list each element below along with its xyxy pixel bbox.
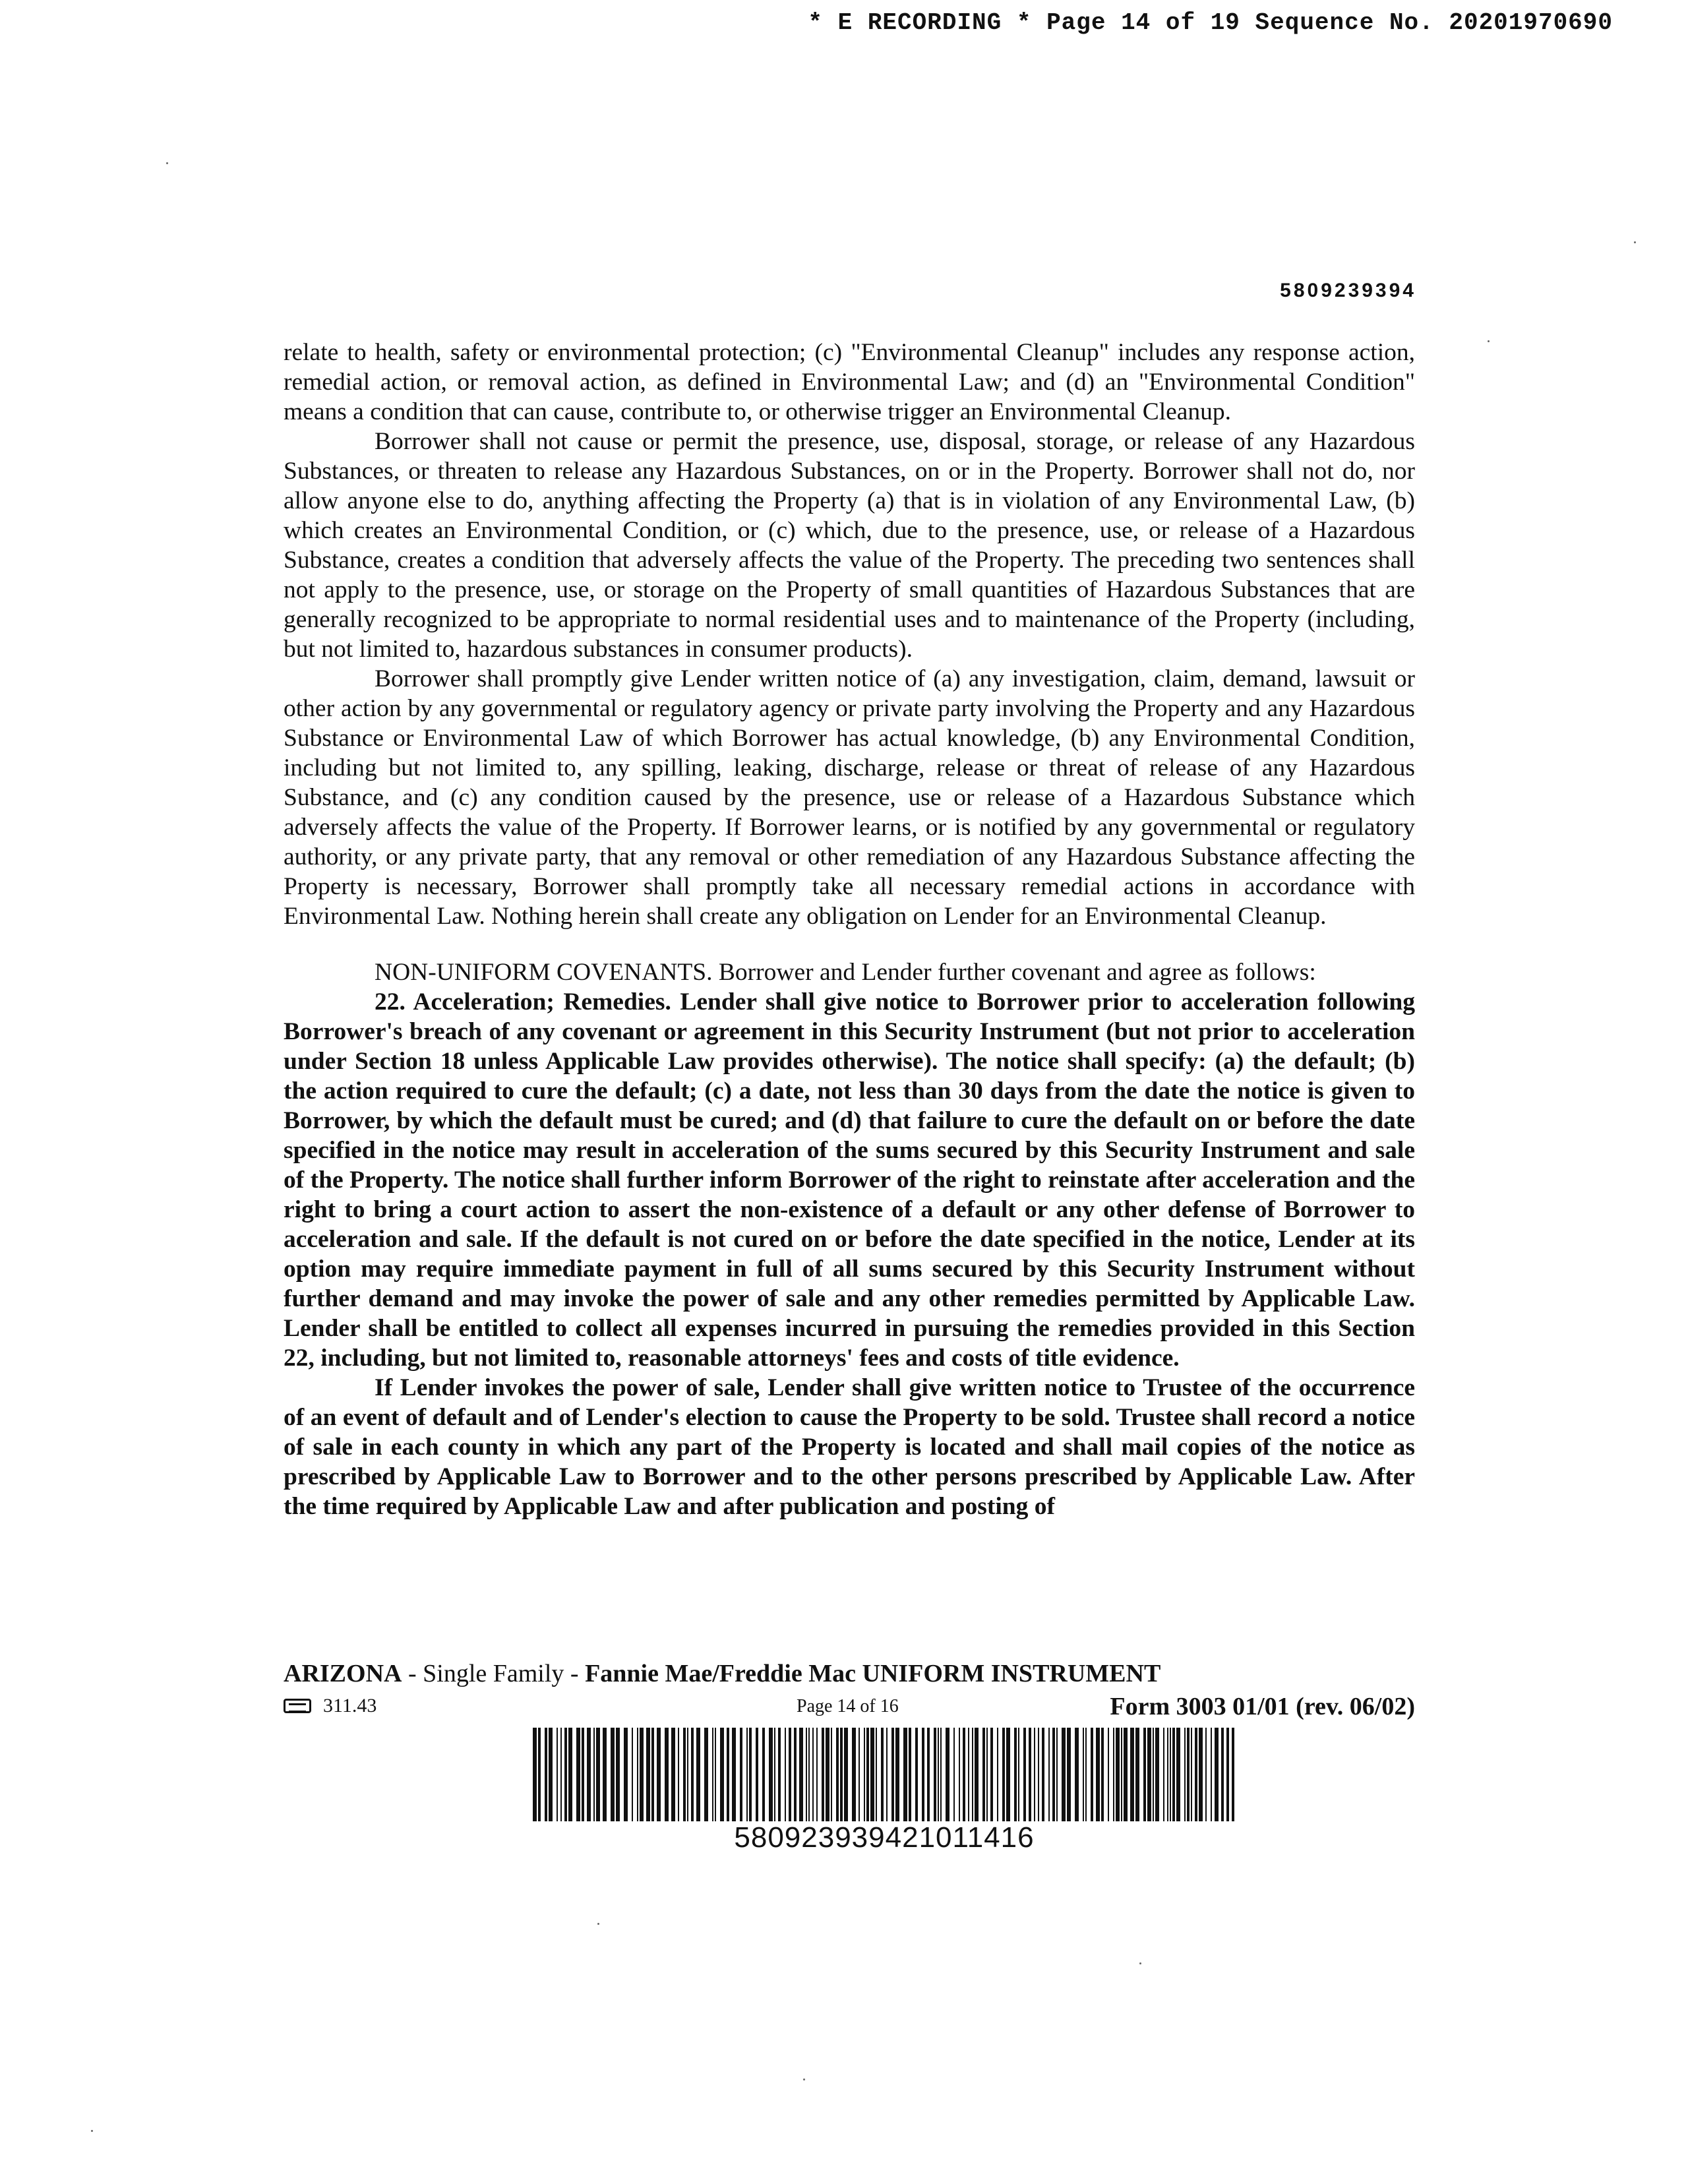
barcode-bar [1187, 1728, 1190, 1821]
barcode-bar [959, 1728, 960, 1821]
barcode-bar [632, 1728, 633, 1821]
barcode-bar [557, 1728, 558, 1821]
barcode-bar [1116, 1728, 1120, 1821]
barcode-bar [1195, 1728, 1197, 1821]
barcode-bar [968, 1728, 969, 1821]
barcode-bar [946, 1728, 950, 1821]
scan-speck [1488, 340, 1490, 342]
barcode-bar [683, 1728, 686, 1821]
barcode-bar [808, 1728, 810, 1821]
barcode-bar [975, 1728, 979, 1821]
barcode-bar [1113, 1728, 1114, 1821]
barcode-bar [545, 1728, 547, 1821]
barcode-bar [596, 1728, 600, 1821]
barcode-bar [864, 1728, 865, 1821]
barcode-bar [691, 1728, 694, 1821]
barcode-bar [762, 1728, 765, 1821]
barcode-bar [560, 1728, 562, 1821]
barcode-bar [986, 1728, 988, 1821]
barcode-bar [1191, 1728, 1192, 1821]
barcode-bar [997, 1728, 998, 1821]
barcode-bar [1170, 1728, 1171, 1821]
scan-speck [166, 162, 168, 164]
paragraph-environmental-definitions: relate to health, safety or environmental protection; (c) "Environmental Cleanup" includes any response action, remedial action, or removal action, as defined in Environmental Law; and (d) an "Environmental Condition" means a condition that can cause, contribute to, or otherwise trigger an Environmental Cleanup. [284, 339, 1415, 425]
barcode-bar [909, 1728, 911, 1821]
barcode-bar [568, 1728, 572, 1821]
barcode-bar [593, 1728, 595, 1821]
barcode-bar [934, 1728, 936, 1821]
barcode-bar [1232, 1728, 1234, 1821]
footer-separator: - Single Family - [402, 1660, 586, 1687]
barcode-bar [794, 1728, 797, 1821]
barcode-bar [1085, 1728, 1087, 1821]
barcode-bar [549, 1728, 553, 1821]
barcode-bar [826, 1728, 829, 1821]
barcode-bar [687, 1728, 688, 1821]
barcode-bar [603, 1728, 607, 1821]
barcode-bar [624, 1728, 628, 1821]
barcode-bar [640, 1728, 644, 1821]
barcode-bar [712, 1728, 713, 1821]
ex-logo-icon [284, 1699, 311, 1713]
footer-state: ARIZONA [284, 1660, 402, 1687]
barcode-bar [678, 1728, 679, 1821]
barcode-bar [1091, 1728, 1093, 1821]
barcode-bar [611, 1728, 615, 1821]
barcode-bar [1121, 1728, 1122, 1821]
barcode-bar [769, 1728, 773, 1821]
barcode-bar [1062, 1728, 1066, 1821]
barcode-bar [1108, 1728, 1109, 1821]
barcode-bar [831, 1728, 832, 1821]
barcode-bar [1038, 1728, 1039, 1821]
barcode-bar [756, 1728, 758, 1821]
document-body [284, 338, 1415, 1521]
barcode-bar [533, 1728, 537, 1821]
barcode-bar [657, 1728, 661, 1821]
barcode-number: 580923939421011416 [734, 1821, 1035, 1854]
barcode-bar [1205, 1728, 1207, 1821]
barcode-bar [616, 1728, 620, 1821]
barcode-bar [876, 1728, 877, 1821]
paragraph-acceleration-remedies: 22. Acceleration; Remedies. Lender shall give notice to Borrower prior to acceleration following Borrower's breach of any covenant or agreement in this Security Instrument (but not prior to acceleration under Section 18 unless Applicable Law provides otherwise). The notice shall specify: (a) the default; (b) the action required to cure the default; (c) a date, not less than 30 days from the date the notice is given to Borrower, by which the default must be cured; and (d) that failure to cure the default on or before the date specified in the notice may result in acceleration of the sums secured by this Security Instrument and sale of the Property. The notice shall further inform Borrower of the right to reinstate after acceleration and the right to bring a court action to assert the non-existence of a default or any other defense of Borrower to acceleration and sale. If the default is not cured on or before the date specified in the notice, Lender at its option may require immediate payment in full of all sums secured by this Security Instrument without further demand and may invoke the power of sale and any other remedies permitted by Applicable Law. Lender shall be entitled to collect all expenses incurred in pursuing the remedies provided in this Section 22, including, but not limited to, reasonable attorneys' fees and costs of title evidence. [284, 988, 1415, 1372]
barcode-bar [1023, 1728, 1026, 1821]
barcode-bar [1155, 1728, 1159, 1821]
barcode-bar [1172, 1728, 1175, 1821]
barcode-bar [646, 1728, 650, 1821]
barcode-bar [749, 1728, 752, 1821]
barcode-bar [812, 1728, 814, 1821]
barcode-bar [922, 1728, 924, 1821]
barcode-bar [816, 1728, 818, 1821]
footer-row [284, 1692, 1415, 1721]
paragraph-hazardous-substances: Borrower shall not cause or permit the presence, use, disposal, storage, or release of any Hazardous Substances, or threaten to release any Hazardous Substances, on or in the Property. Borrower shall not do, nor allow anyone else to do, anything affecting the Property (a) that is in violation of any Environmental Law, (b) which creates an Environmental Condition, or (c) which, due to the presence, use, or release of a Hazardous Substance, creates a condition that adversely affects the value of the Property. The preceding two sentences shall not apply to the presence, use, or storage on the Property of small quantities of Hazardous Substances that are generally recognized to be appropriate to normal residential uses and to maintenance of the Property (including, but not limited to, hazardous substances in consumer products). [284, 428, 1415, 663]
barcode-bar [1163, 1728, 1164, 1821]
barcode-bar [859, 1728, 860, 1821]
barcode-bar [1211, 1728, 1212, 1821]
barcode-bar [1075, 1728, 1079, 1821]
barcode-bar [1226, 1728, 1229, 1821]
barcode-bar [927, 1728, 930, 1821]
barcode-bar [836, 1728, 839, 1821]
barcode-bar [732, 1728, 736, 1821]
barcode-bar [972, 1728, 973, 1821]
scan-speck [91, 2130, 93, 2132]
barcode-bar [637, 1728, 638, 1821]
barcode-bar [799, 1728, 803, 1821]
barcode-bar [840, 1728, 843, 1821]
barcode-bar [564, 1728, 567, 1821]
barcode-bar [990, 1728, 993, 1821]
barcode-bar [963, 1728, 965, 1821]
barcode-bar [1143, 1728, 1146, 1821]
barcode-bar [844, 1728, 848, 1821]
barcode-bar [1199, 1728, 1203, 1821]
barcode-bar [651, 1728, 654, 1821]
barcode-bar [665, 1728, 669, 1821]
barcode-bar [1042, 1728, 1044, 1821]
barcode-bar [1184, 1728, 1186, 1821]
barcode-bar [852, 1728, 856, 1821]
barcode-bar [778, 1728, 781, 1821]
barcode-bar [881, 1728, 884, 1821]
barcode-bar [696, 1728, 700, 1821]
footer-form-number: Form 3003 01/01 (rev. 06/02) [1110, 1693, 1415, 1720]
barcode-bar [785, 1728, 786, 1821]
barcode-bar [1176, 1728, 1180, 1821]
barcode-bar [1135, 1728, 1139, 1821]
barcode-bar [895, 1728, 899, 1821]
barcode-bar [1130, 1728, 1134, 1821]
barcode-bar [576, 1728, 580, 1821]
barcode-bar [891, 1728, 894, 1821]
barcode-bar [1067, 1728, 1071, 1821]
barcode-bar [822, 1728, 824, 1821]
barcode-bar [746, 1728, 748, 1821]
barcode-bar [915, 1728, 918, 1821]
barcode-bar [940, 1728, 942, 1821]
barcode-bar [727, 1728, 729, 1821]
paragraph-power-of-sale: If Lender invokes the power of sale, Lender shall give written notice to Trustee of the occurrence of an event of default and of Lender's election to cause the Property to be sold. Trustee shall record a notice of sale in each county in which any part of the Property is located and shall mail copies of the notice as prescribed by Applicable Law to Borrower and to the other persons prescribed by Applicable Law. After the time required by Applicable Law and after publication and posting of [284, 1374, 1415, 1520]
barcode-bar [1014, 1728, 1017, 1821]
scan-speck [597, 1923, 599, 1925]
barcode-bar [1029, 1728, 1031, 1821]
barcode-bar [1034, 1728, 1035, 1821]
footer-instrument: Fannie Mae/Freddie Mac UNIFORM INSTRUMENT [585, 1660, 1161, 1687]
barcode-bar [789, 1728, 791, 1821]
barcode-bar [1215, 1728, 1219, 1821]
barcode-bar [740, 1728, 742, 1821]
barcode-bar [866, 1728, 869, 1821]
barcode-bar [953, 1728, 955, 1821]
paragraph-notice-obligations: Borrower shall promptly give Lender written notice of (a) any investigation, claim, demand, lawsuit or other action by any governmental or regulatory agency or private party involving the Property and any Hazardous Substance or Environmental Law of which Borrower has actual knowledge, (b) any Environmental Condition, including but not limited to, any spilling, leaking, discharge, release or threat of release of any Hazardous Substance, and (c) any condition caused by the presence, use or release of a Hazardous Substance which adversely affects the value of the Property. If Borrower learns, or is notified by any governmental or regulatory authority, or any private party, that any removal or other remediation of any Hazardous Substance affecting the Property is necessary, Borrower shall promptly take all necessary remedial actions in accordance with Environmental Law. Nothing herein shall create any obligation on Lender for an Environmental Cleanup. [284, 665, 1415, 930]
barcode-bar [1124, 1728, 1128, 1821]
scan-speck [1634, 241, 1636, 243]
barcode-bar [671, 1728, 675, 1821]
scan-speck [803, 2078, 805, 2080]
barcode-bar [1096, 1728, 1100, 1821]
barcode-bar [1006, 1728, 1010, 1821]
barcode-bar [870, 1728, 874, 1821]
barcode-bar [1083, 1728, 1084, 1821]
barcode-bar [1101, 1728, 1104, 1821]
barcode-bar [1153, 1728, 1154, 1821]
scan-speck [1139, 1962, 1141, 1964]
barcode-bar [720, 1728, 724, 1821]
barcode-bar [704, 1728, 708, 1821]
recording-header: * E RECORDING * Page 14 of 19 Sequence No. 20201970690 [808, 9, 1613, 36]
barcode-bar [982, 1728, 985, 1821]
footer-instrument-title [284, 1659, 1160, 1688]
barcode-bar [938, 1728, 939, 1821]
barcode-bar [538, 1728, 541, 1821]
barcode-bar [1147, 1728, 1151, 1821]
barcode-bar [806, 1728, 807, 1821]
barcode-bar [886, 1728, 888, 1821]
barcode-bar [903, 1728, 907, 1821]
barcode-bar [1002, 1728, 1005, 1821]
barcode-bar [1052, 1728, 1055, 1821]
barcode-bar [1167, 1728, 1168, 1821]
barcode-bar [1048, 1728, 1050, 1821]
loan-number: 5809239394 [1280, 280, 1416, 301]
footer-form-code: 311.43 [323, 1695, 377, 1716]
barcode-bar [1056, 1728, 1058, 1821]
barcode-bar [582, 1728, 584, 1821]
barcode-bar [774, 1728, 775, 1821]
paragraph-non-uniform-covenants: NON-UNIFORM COVENANTS. Borrower and Lender further covenant and agree as follows: [375, 959, 1316, 986]
footer-page-of: Page 14 of 16 [797, 1696, 899, 1716]
barcode-image [533, 1728, 1236, 1821]
barcode-bar [587, 1728, 591, 1821]
barcode-bar [1221, 1728, 1224, 1821]
barcode-bar [1018, 1728, 1019, 1821]
barcode-bar [715, 1728, 716, 1821]
